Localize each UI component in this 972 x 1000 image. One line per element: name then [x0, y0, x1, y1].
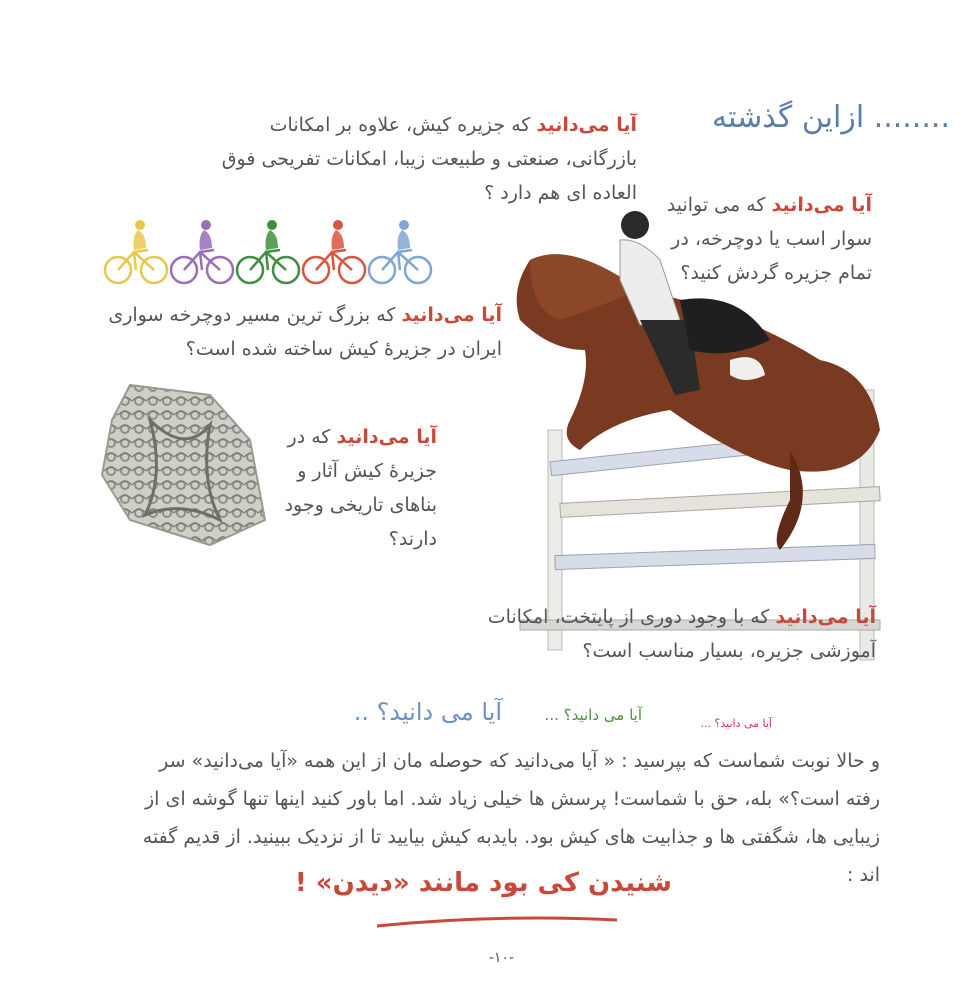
bicycle-icon: [303, 220, 365, 283]
did-you-know-label: آیا می‌دانید: [336, 426, 437, 448]
banner-small: آیا می دانید؟ ...: [700, 717, 772, 730]
slogan: شنیدن کی بود مانند «دیدن» !: [294, 868, 672, 898]
paragraph-text: که در جزیرهٔ کیش آثار و بناهای تاریخی وجود دارند؟: [284, 426, 437, 550]
paragraph-text: که جزیره کیش، علاوه بر امکانات بازرگانی، صنعتی و طبیعت زیبا، امکانات تفریحی فوق العاده ای هم دارد ؟: [221, 114, 637, 204]
paragraph-text: که می توانید سوار اسب یا دوچرخه، در تمام جزیره گردش کنید؟: [666, 194, 872, 284]
banner-big: آیا می دانید؟ ..: [353, 698, 502, 726]
page-number: -۱۰-: [488, 950, 514, 966]
horse-jumping-image: [487, 200, 910, 665]
paragraph-text: که با وجود دوری از پایتخت، امکانات آموزشی جزیره، بسیار مناسب است؟: [487, 606, 876, 662]
bicycles-illustration: [100, 218, 440, 288]
paragraph-4: [267, 420, 437, 556]
body-paragraph: و حالا نوبت شماست که بپرسید : « آیا می‌دانید که حوصله مان از این همه «آیا می‌دانید» سر رفته است؟» بله، حق با شماست! پرسش ها خیلی زیاد شد. اما باور کنید اینها تنها گوشه ای از زیبایی ها، شگفتی ها و جذابیت های کیش بود. بایدبه کیش بیایید تا از نزدیک ببینید. از قدیم گفته اند :: [142, 750, 880, 886]
paragraph-text: که بزرگ ترین مسیر دوچرخه سواری ایران در جزیرهٔ کیش ساخته شده است؟: [108, 304, 502, 360]
paragraph-3: [82, 298, 502, 366]
paragraph-1: [217, 108, 637, 210]
bicycle-icon: [171, 220, 233, 283]
banner-medium: آیا می دانید؟ ...: [544, 706, 642, 724]
did-you-know-label: آیا می‌دانید: [401, 304, 502, 326]
did-you-know-label: آیا می‌دانید: [536, 114, 637, 136]
did-you-know-label: آیا می‌دانید: [775, 606, 876, 628]
bicycle-icon: [369, 220, 431, 283]
slogan-underline: [372, 912, 622, 932]
page-title: ........ ازاین گذشته: [711, 100, 950, 135]
paragraph-5: [456, 600, 876, 668]
did-you-know-label: آیا می‌دانید: [771, 194, 872, 216]
bicycle-icon: [105, 220, 167, 283]
stone-carving-image: [90, 380, 280, 550]
bicycle-icon: [237, 220, 299, 283]
